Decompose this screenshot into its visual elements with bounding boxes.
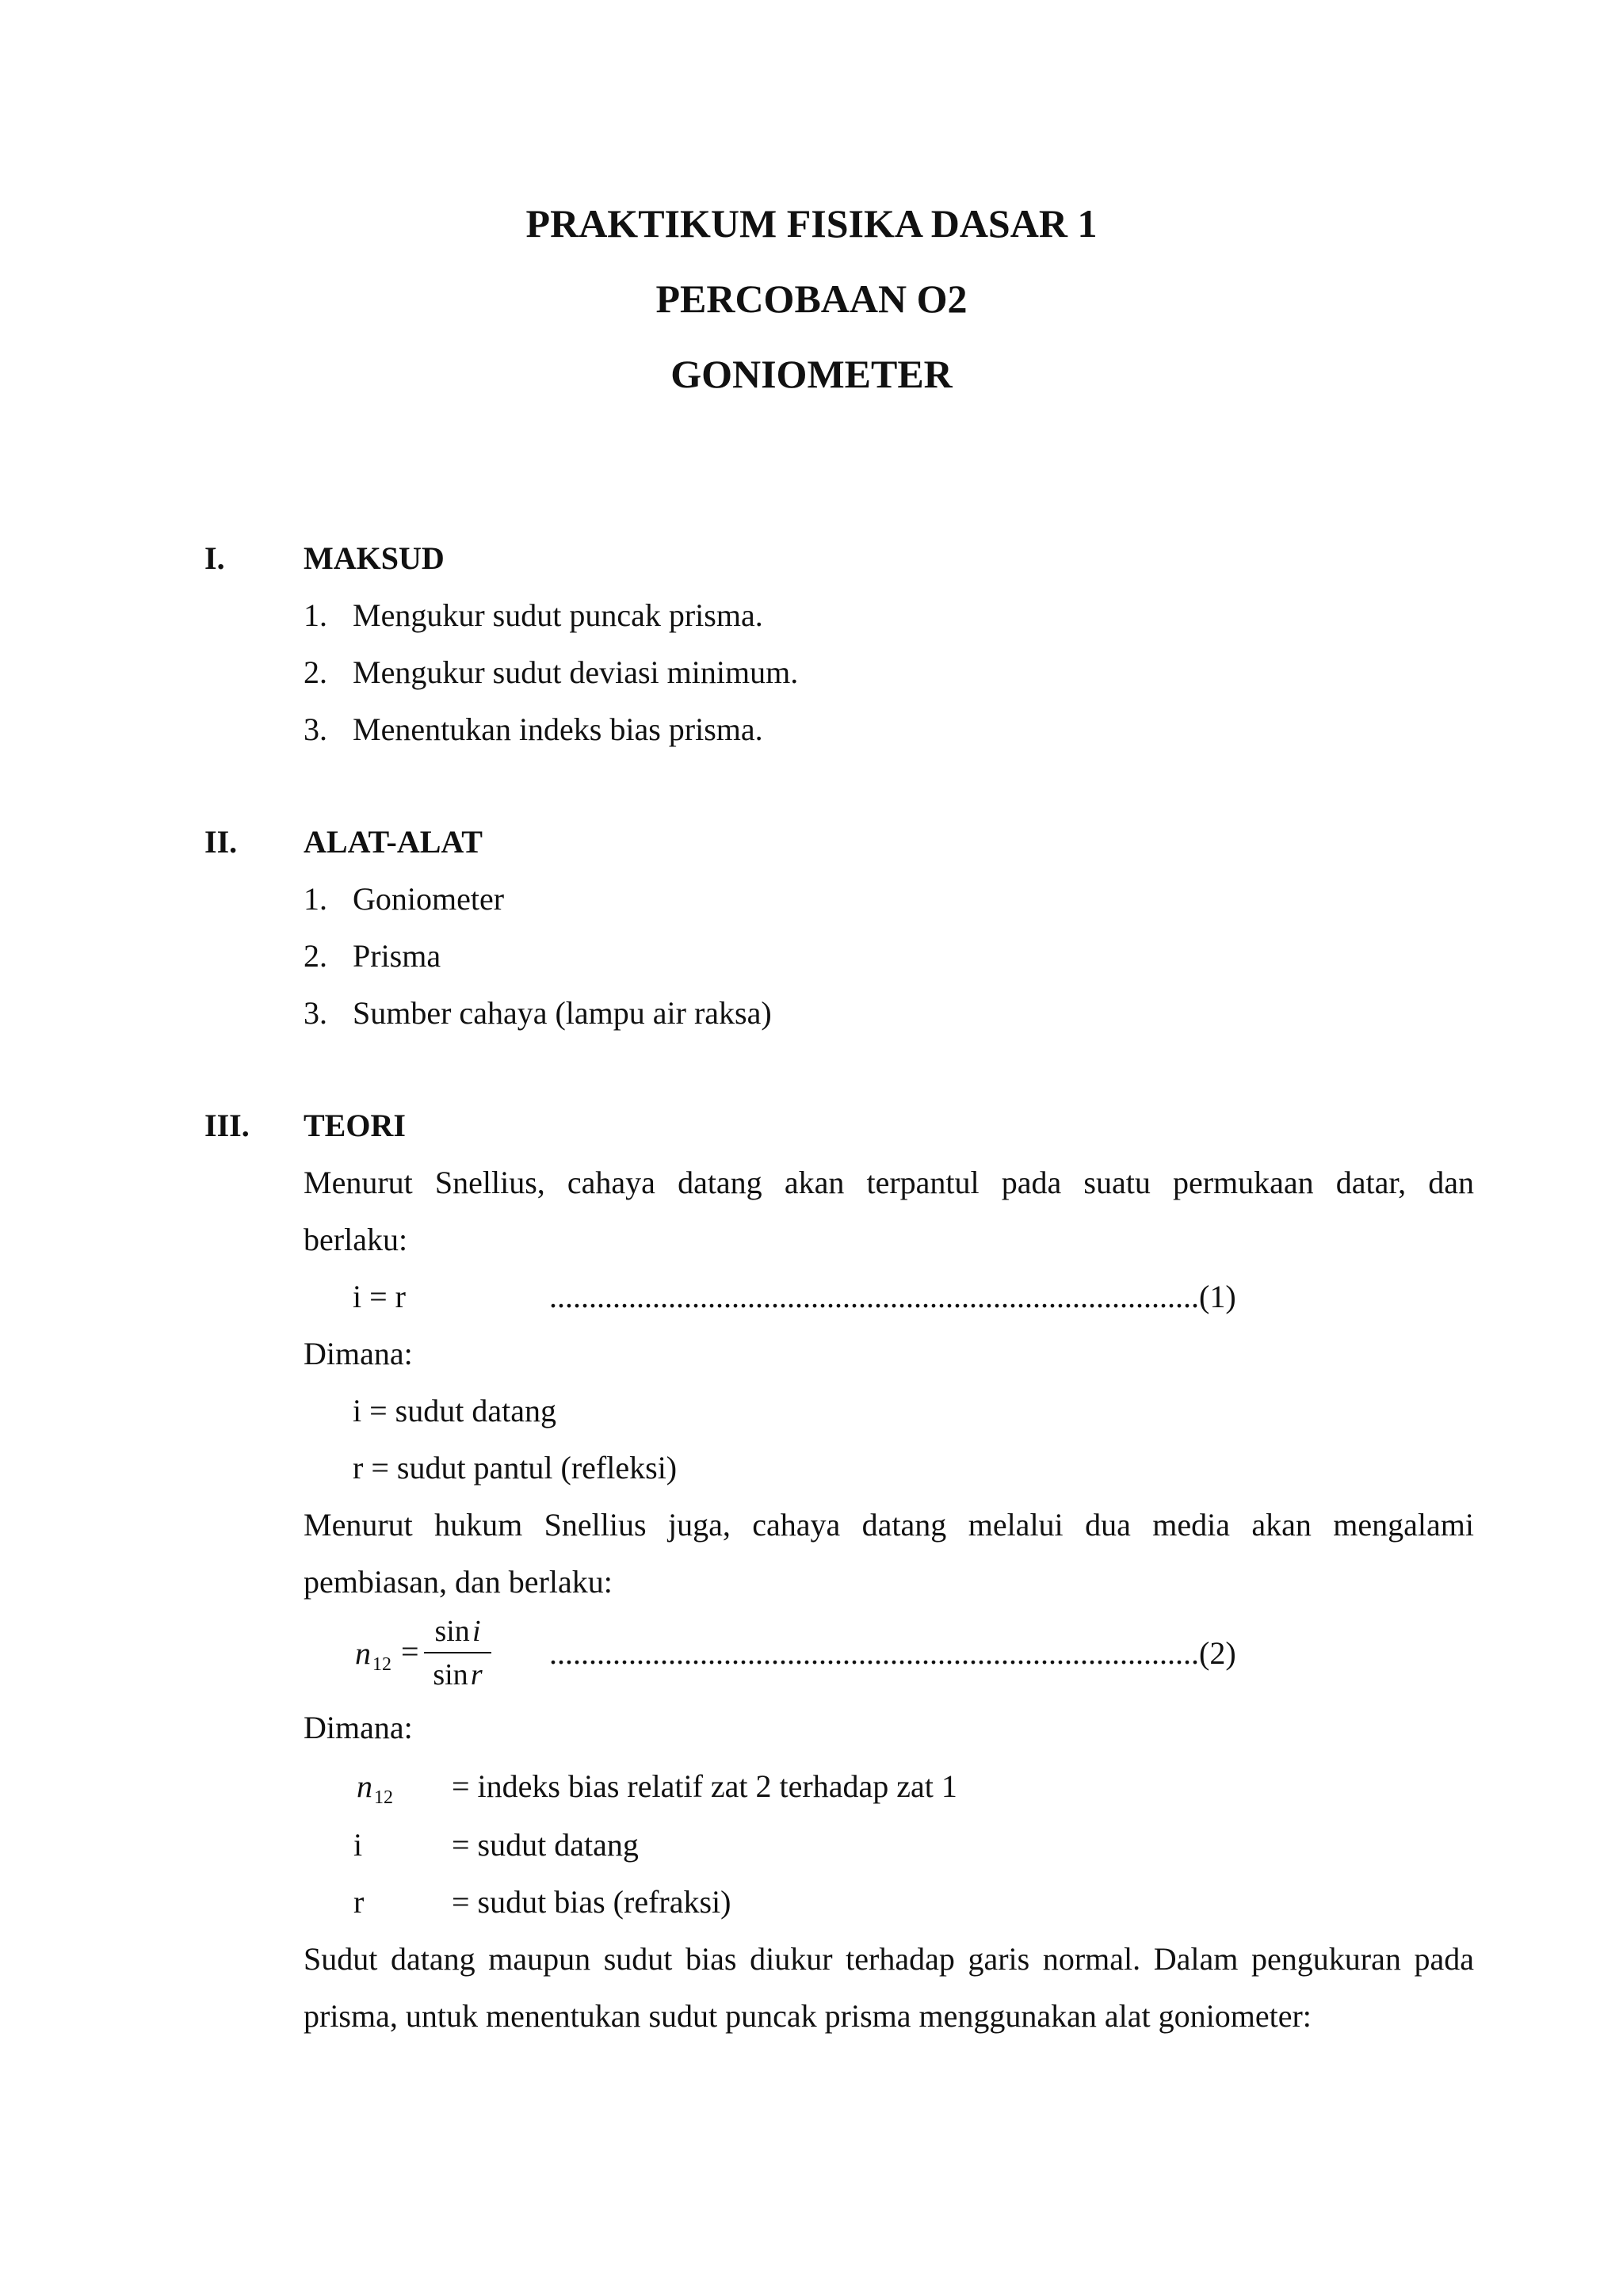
section-heading: ALAT-ALAT [304,824,483,860]
list-item-number: 3. [304,711,327,747]
experiment-code: PERCOBAAN O2 [655,277,968,321]
paragraph-line: berlaku: [304,1222,408,1257]
definition: = indeks bias relatif zat 2 terhadap zat 1 [452,1768,957,1804]
definition-symbol: r [353,1884,365,1920]
section-number: III. [204,1108,250,1143]
paragraph-line: prisma, untuk menentukan sudut puncak prisma menggunakan alat goniometer: [304,1998,1312,2034]
section-heading: TEORI [304,1108,406,1143]
paragraph-line: Menurut Snellius, cahaya datang akan terpantul pada suatu permukaan datar, dan [304,1165,1474,1200]
list-item: Mengukur sudut puncak prisma. [353,597,763,633]
list-item: Mengukur sudut deviasi minimum. [353,654,799,690]
list-item-number: 1. [304,881,327,917]
fraction-bar [424,1652,491,1653]
equation-2-denominator: sin r [433,1658,483,1691]
list-item: Prisma [353,938,441,974]
document-title: PRAKTIKUM FISIKA DASAR 1 [525,201,1098,246]
section-number: II. [204,824,238,860]
where-label: Dimana: [304,1710,413,1745]
list-item-number: 1. [304,597,327,633]
definition: r = sudut pantul (refleksi) [353,1450,678,1486]
equation-1: i = r [353,1279,406,1314]
list-item-number: 3. [304,995,327,1031]
equation-2-lhs: $n_{12}$ [355,1635,391,1675]
section-heading: MAKSUD [304,540,445,576]
paragraph-line: Menurut hukum Snellius juga, cahaya datang melalui dua media akan mengalami [304,1507,1474,1543]
paragraph-line: pembiasan, dan berlaku: [304,1564,613,1600]
definition: i = sudut datang [353,1393,556,1428]
list-item: Menentukan indeks bias prisma. [353,711,763,747]
paragraph-line: Sudut datang maupun sudut bias diukur terhadap garis normal. Dalam pengukuran pada [304,1941,1474,1977]
experiment-name: GONIOMETER [670,352,953,396]
definition: = sudut bias (refraksi) [452,1884,731,1920]
equation-1-number: ..................................................................................(1) [549,1279,1236,1314]
list-item: Sumber cahaya (lampu air raksa) [353,995,772,1031]
equation-2-numerator: sin i [434,1615,481,1648]
equation-2-equals: = [401,1634,419,1669]
section-number: I. [204,540,225,576]
definition-symbol: i [353,1827,363,1863]
definition: = sudut datang [452,1827,639,1863]
list-item-number: 2. [304,654,327,690]
where-label: Dimana: [304,1336,413,1371]
definition-symbol: $n_{12}$ [357,1768,393,1808]
list-item-number: 2. [304,938,327,974]
list-item: Goniometer [353,881,505,917]
equation-2-number: ..................................................................................(2) [549,1635,1236,1671]
